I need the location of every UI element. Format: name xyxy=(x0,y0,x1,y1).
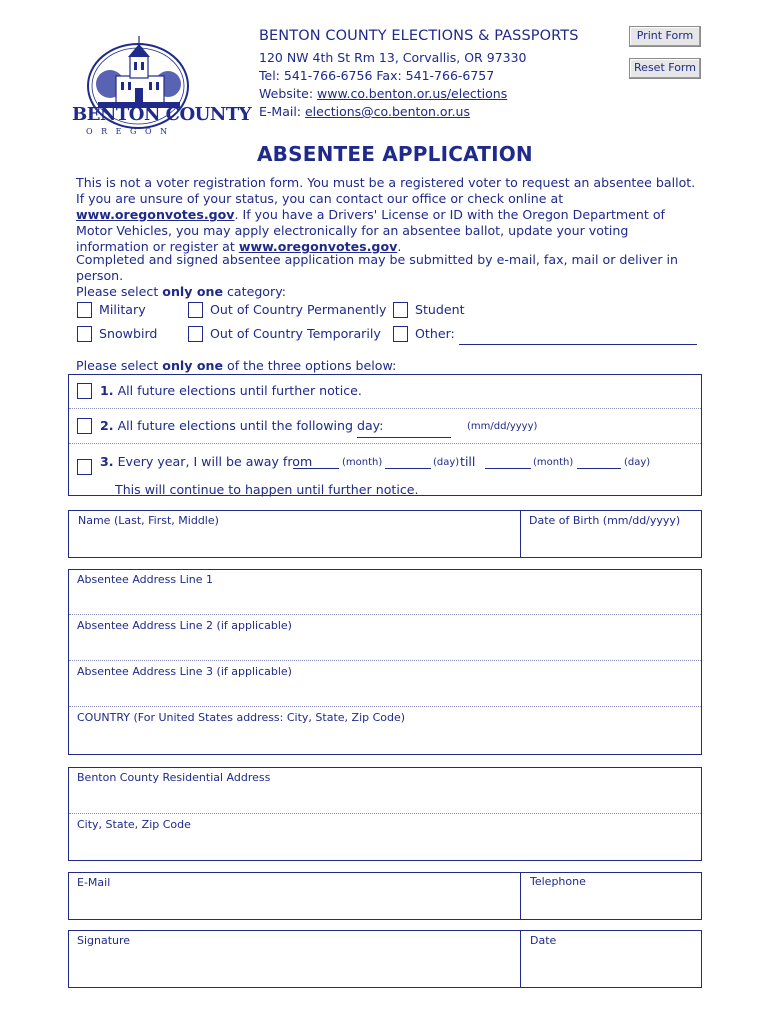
option-2-text: All future elections until the following day: xyxy=(113,418,384,433)
option-2-number: 2. xyxy=(100,418,114,433)
email-field-label: E-Mail xyxy=(77,876,111,889)
oregonvotes-link-2[interactable]: www.oregonvotes.gov xyxy=(238,239,398,254)
city-state-zip-input[interactable] xyxy=(70,833,700,859)
option-3-continue-note: This will continue to happen until further notice. xyxy=(115,482,419,497)
options-prompt-a: Please select xyxy=(76,358,163,373)
org-address: 120 NW 4th St Rm 13, Corvallis, OR 97330 xyxy=(259,50,527,65)
org-title: BENTON COUNTY ELECTIONS & PASSPORTS xyxy=(259,28,579,44)
address-divider-2 xyxy=(69,660,701,661)
option-2-label xyxy=(100,418,383,433)
intro-paragraph xyxy=(76,175,696,255)
address-divider-1 xyxy=(69,614,701,615)
option-1-label xyxy=(100,383,362,398)
dob-input[interactable] xyxy=(522,530,700,556)
military-checkbox[interactable] xyxy=(77,302,92,318)
option-3-to-month-input[interactable] xyxy=(485,468,531,469)
residential-address-label: Benton County Residential Address xyxy=(77,771,271,784)
telephone-field-label: Telephone xyxy=(530,875,586,888)
option-3-number: 3. xyxy=(100,454,114,469)
org-phone: Tel: 541-766-6756 Fax: 541-766-6757 xyxy=(259,68,495,83)
snowbird-checkbox[interactable] xyxy=(77,326,92,342)
option-2-date-input[interactable] xyxy=(357,437,451,438)
student-label: Student xyxy=(415,302,465,317)
out-of-country-permanently-checkbox[interactable] xyxy=(188,302,203,318)
option-3-to-day-hint: (day) xyxy=(624,457,651,468)
other-input[interactable] xyxy=(459,344,697,345)
date-input[interactable] xyxy=(522,950,700,986)
option-3-from-month-input[interactable] xyxy=(293,468,339,469)
org-email-row xyxy=(259,104,470,119)
other-label: Other: xyxy=(415,326,455,341)
address-line-2-input[interactable] xyxy=(70,634,700,658)
name-dob-divider xyxy=(520,511,521,557)
website-link[interactable]: www.co.benton.or.us/elections xyxy=(317,86,508,101)
option-2-checkbox[interactable] xyxy=(77,418,92,434)
option-3-to-month-hint: (month) xyxy=(533,457,574,468)
options-prompt-emphasis: only one xyxy=(162,358,223,373)
address-line-3-input[interactable] xyxy=(70,680,700,704)
address-line-2-label: Absentee Address Line 2 (if applicable) xyxy=(77,619,292,632)
oregonvotes-link-1[interactable]: www.oregonvotes.gov xyxy=(76,207,235,222)
address-line-1-label: Absentee Address Line 1 xyxy=(77,573,214,586)
reset-form-button[interactable]: Reset Form xyxy=(629,58,701,79)
military-label: Military xyxy=(99,302,146,317)
category-prompt-emphasis: only one xyxy=(162,284,223,299)
student-checkbox[interactable] xyxy=(393,302,408,318)
name-input[interactable] xyxy=(70,530,518,556)
email-prefix: E-Mail: xyxy=(259,104,305,119)
city-state-zip-label: City, State, Zip Code xyxy=(77,818,191,831)
option-3-label xyxy=(100,454,312,469)
name-field-label: Name (Last, First, Middle) xyxy=(78,514,219,527)
category-prompt-c: category: xyxy=(222,284,286,299)
snowbird-label: Snowbird xyxy=(99,326,158,341)
telephone-input[interactable] xyxy=(522,892,700,918)
page-title: ABSENTEE APPLICATION xyxy=(257,142,533,166)
category-prompt-a: Please select xyxy=(76,284,163,299)
date-field-label: Date xyxy=(530,934,557,947)
option-3-to-day-input[interactable] xyxy=(577,468,621,469)
out-of-country-permanently-label: Out of Country Permanently xyxy=(210,302,387,317)
out-of-country-temporarily-label: Out of Country Temporarily xyxy=(210,326,381,341)
email-link[interactable]: elections@co.benton.or.us xyxy=(304,104,470,119)
residential-address-input[interactable] xyxy=(70,786,700,811)
logo-state-name: O R E G O N xyxy=(86,127,171,136)
residential-divider xyxy=(69,813,701,814)
signature-field-label: Signature xyxy=(77,934,131,947)
signature-date-divider xyxy=(520,931,521,987)
options-divider-2 xyxy=(69,443,701,444)
email-input[interactable] xyxy=(70,892,518,918)
option-1-checkbox[interactable] xyxy=(77,383,92,399)
out-of-country-temporarily-checkbox[interactable] xyxy=(188,326,203,342)
options-divider-1 xyxy=(69,408,701,409)
logo-county-name: BENTON COUNTY xyxy=(72,104,252,125)
address-line-3-label: Absentee Address Line 3 (if applicable) xyxy=(77,665,292,678)
address-line-1-input[interactable] xyxy=(70,588,700,612)
option-3-from-day-input[interactable] xyxy=(385,468,431,469)
address-divider-3 xyxy=(69,706,701,707)
website-prefix: Website: xyxy=(259,86,318,101)
option-3-from-day-hint: (day) xyxy=(433,457,460,468)
option-3-checkbox[interactable] xyxy=(77,459,92,475)
email-telephone-divider xyxy=(520,873,521,919)
options-prompt xyxy=(76,358,696,374)
country-label: COUNTRY (For United States address: City, State, Zip Code) xyxy=(77,711,406,724)
org-website-row xyxy=(259,86,507,101)
options-prompt-c: of the three options below: xyxy=(222,358,397,373)
option-3-text: Every year, I will be away from xyxy=(113,454,313,469)
submission-note: Completed and signed absentee application may be submitted by e-mail, fax, mail or deliver in person. xyxy=(76,252,679,283)
print-form-button[interactable]: Print Form xyxy=(629,26,701,47)
option-1-number: 1. xyxy=(100,383,114,398)
dob-field-label: Date of Birth (mm/dd/yyyy) xyxy=(529,514,681,527)
option-1-text: All future elections until further notice. xyxy=(113,383,362,398)
intro-text-c: . xyxy=(397,239,402,254)
signature-input[interactable] xyxy=(70,950,518,986)
intro-text-a: This is not a voter registration form. You must be a registered voter to request an absentee ballot. If you are unsure of your status, you can contact our office or check online at xyxy=(76,175,696,206)
category-prompt xyxy=(76,284,696,300)
option-3-from-month-hint: (month) xyxy=(342,457,383,468)
option-2-date-hint: (mm/dd/yyyy) xyxy=(467,421,538,432)
other-checkbox[interactable] xyxy=(393,326,408,342)
option-3-till: till xyxy=(460,454,476,469)
county-logo xyxy=(68,26,252,144)
intro-text-b: . If you have a Drivers' License or ID with the Oregon Department of Motor Vehicles, you may apply electronically for an absentee ballot, update your voting information or register at xyxy=(76,207,665,254)
country-input[interactable] xyxy=(70,726,700,753)
